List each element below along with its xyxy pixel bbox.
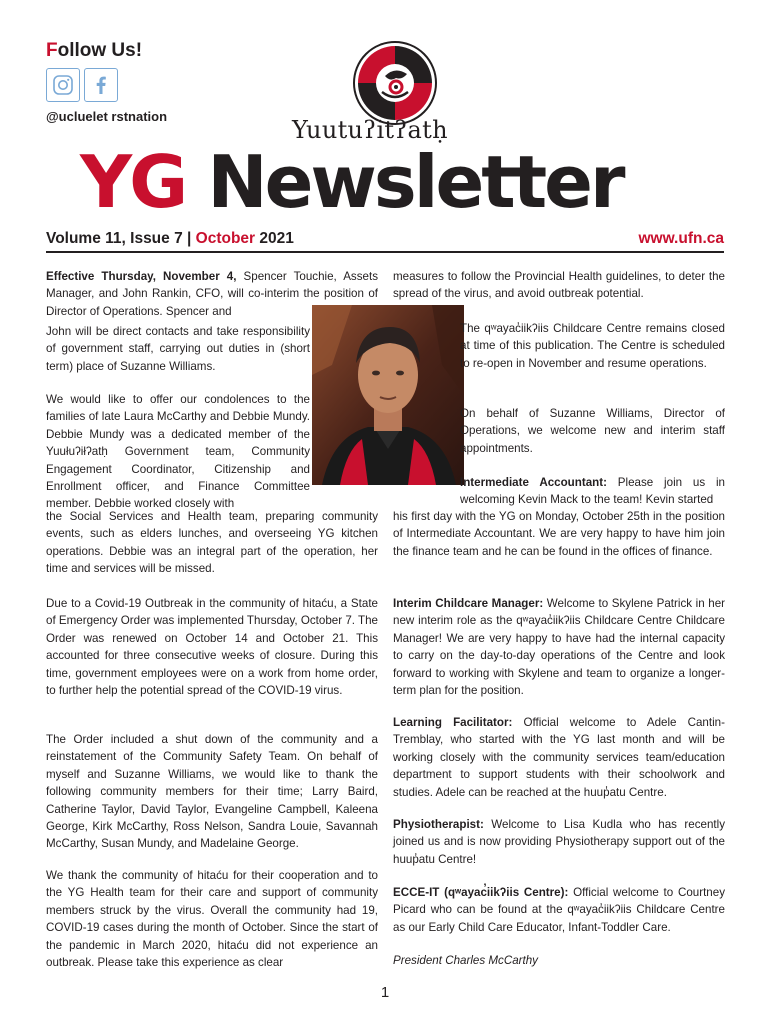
follow-us-heading (46, 40, 142, 62)
first-nation-logo (352, 40, 438, 126)
paragraph-safety-team (46, 731, 378, 853)
paragraph-text: We thank the community of hitaću for their cooperation and to the YG Health team for their care and support of community members struck by the virus. Overall the community had 19, COVID-19 cases during the month of October. Since the start of the pandemic in March 2020, hitaću did not experience an outbreak. Please take this experience as clear (46, 869, 378, 970)
website-link[interactable]: www.ufn.ca (638, 230, 724, 247)
follow-us-initial: F (46, 40, 58, 61)
paragraph-condolences (46, 391, 310, 513)
instagram-icon[interactable] (46, 68, 80, 102)
signature (393, 952, 725, 969)
masthead-title (80, 140, 623, 224)
paragraph-text: Due to a Covid-19 Outbreak in the community of hitaću, a State of Emergency Order was implemented Thursday, October 7. The Order was renewed on October 14 and October 21. This accounted for three consecutive weeks of closure. During this time, government employees were on a work from home order, to further help the potential spread of the COVID-19 virus. (46, 597, 378, 698)
paragraph-covid-outbreak (46, 595, 378, 699)
paragraph-childcare-closed (460, 320, 725, 372)
paragraph-text: Spencer Touchie, Assets Manager, and John Rankin, CFO, will co-interim the position of Director of Operations. Spencer and (46, 270, 378, 318)
paragraph-condolences-cont (46, 508, 378, 578)
issue-volume: Volume 11, Issue 7 | (46, 230, 196, 247)
paragraph-intermediate-accountant-cont (393, 508, 725, 560)
paragraph-text: Please join us in welcoming Kevin Mack to the team! Kevin started (460, 476, 726, 507)
paragraph-text: On behalf of Suzanne Williams, Director of Operations, we welcome new and interim staff appointments. (460, 407, 725, 455)
president-photo (312, 305, 464, 485)
facebook-icon[interactable] (84, 68, 118, 102)
paragraph-text: Official welcome to Courtney Picard who can be found at the qʷayac̓iikʔiis Childcare Centre as our Early Child Care Educator, Infant-Toddler Care. (393, 886, 725, 934)
paragraph-text: We would like to offer our condolences to the families of late Laura McCarthy and Debbie Mundy. Debbie Mundy was a dedicated member of the Yuułuʔiłʔatḥ Government team, Community Engagement Coordinator, Citizenship and Enrollment officer, and Finance Committee member. Debbie worked closely with (46, 393, 310, 511)
paragraph-thanks (46, 867, 378, 971)
masthead-newsletter: Newsletter (207, 140, 623, 224)
paragraph-childcare-manager (393, 595, 725, 699)
role-title: ECCE-IT (qʷayac̓iikʔiis Centre): (393, 886, 569, 899)
paragraph-staff-appointments (460, 405, 725, 457)
social-icons (46, 68, 118, 102)
issue-year: 2021 (255, 230, 294, 247)
paragraph-director-interim-cont (46, 323, 310, 375)
paragraph-text: The qʷayac̓iikʔiis Childcare Centre remains closed at time of this publication. The Centre is scheduled to re-open in November and resume operations. (460, 322, 725, 370)
paragraph-health-guidelines (393, 268, 725, 303)
role-title: Intermediate Accountant: (460, 476, 607, 489)
role-title: Learning Facilitator: (393, 716, 513, 729)
role-title: Interim Childcare Manager: (393, 597, 544, 610)
paragraph-text: Official welcome to Adele Cantin-Tremblay, who started with the YG last month and will be working closely with the community services team/education department to support students with their schoolwork and studies. Adele can be reached at the huup̓atu Centre. (393, 716, 725, 799)
issue-month: October (195, 230, 256, 247)
paragraph-text: John will be direct contacts and take responsibility of government staff, carrying out duties in (short term) place of Suzanne Williams. (46, 325, 310, 373)
signature-text: President Charles McCarthy (393, 954, 538, 967)
header-divider (46, 251, 724, 253)
role-title: Physiotherapist: (393, 818, 484, 831)
paragraph-physiotherapist (393, 816, 725, 868)
social-handle: @ucluelet rstnation (46, 109, 168, 124)
paragraph-text: the Social Services and Health team, preparing community events, such as elders lunches, and overseeing YG kitchen operations. Debbie was an integral part of the operation, her time and services will be missed. (46, 510, 378, 576)
paragraph-text: his first day with the YG on Monday, October 25th in the position of Intermediate Accountant. We are very happy to have him join the finance team and he can be found in the offices of finance. (393, 510, 725, 558)
page-number: 1 (380, 984, 390, 1001)
paragraph-text: The Order included a shut down of the community and a reinstatement of the Community Safety Team. On behalf of myself and Suzanne Williams, we would like to thank the following community members for their time; Larry Baird, Catherine Taylor, David Taylor, Evangeline Campbell, Kaleena George, Kirk McCarthy, Ross Nelson, Sandra Louie, Savannah McCarthy, Susan Mundy, and Madelaine George. (46, 733, 378, 851)
nation-name: Yuutuʔitʔatḥ (292, 116, 448, 144)
paragraph-intermediate-accountant (460, 474, 725, 509)
paragraph-text: Welcome to Lisa Kudla who has recently joined us and is now providing Physiotherapy support out of the huup̓atu Centre! (393, 818, 725, 866)
paragraph-learning-facilitator (393, 714, 725, 801)
paragraph-text: Welcome to Skylene Patrick in her new interim role as the qʷayac̓iikʔiis Childcare Centre Childcare Manager! We are very happy to have had the internal capacity to carry on the day-to-day operations of the Centre and look forward to working with Skylene and team to organize a longer-term plan for the position. (393, 597, 726, 698)
effective-date: Effective Thursday, November 4, (46, 270, 237, 283)
issue-line (46, 230, 294, 248)
paragraph-text: measures to follow the Provincial Health guidelines, to deter the spread of the virus, and avoid outbreak potential. (393, 270, 725, 301)
follow-us-text: ollow Us! (57, 40, 143, 61)
masthead-yg: YG (80, 140, 186, 224)
paragraph-ecce-it (393, 884, 725, 936)
